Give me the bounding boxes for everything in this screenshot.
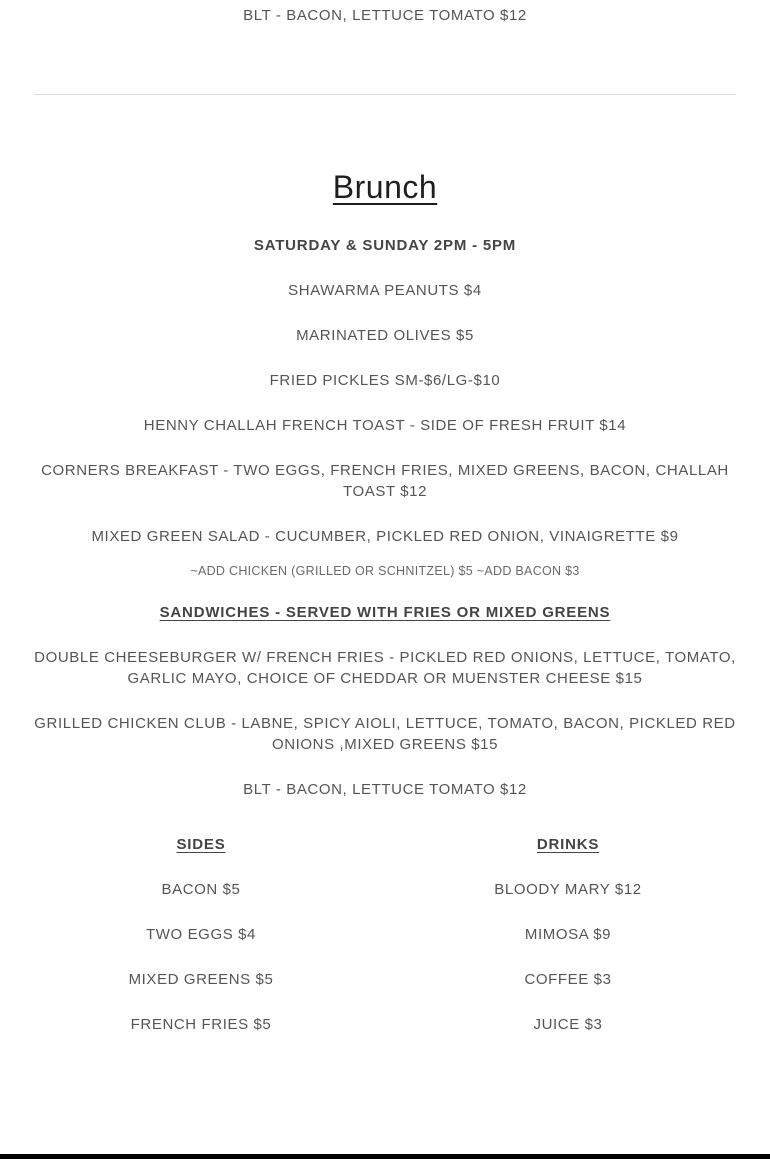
drink-item: BLOODY MARY $12: [494, 881, 642, 898]
side-item: MIXED GREENS $5: [128, 971, 274, 988]
menu-item: MARINATED OLIVES $5: [296, 327, 474, 344]
side-item: BACON $5: [161, 881, 241, 898]
drink-item: COFFEE $3: [524, 971, 612, 988]
footer-bar: [0, 1154, 770, 1159]
sandwich-item: DOUBLE CHEESEBURGER W/ FRENCH FRIES - PICKLED RED ONIONS, LETTUCE, TOMATO, GARLIC MAYO, CHOICE OF CHEDDAR OR MUENSTER CHEESE $15: [34, 649, 736, 687]
side-item: FRENCH FRIES $5: [130, 1016, 272, 1033]
brunch-heading: Brunch: [332, 169, 438, 205]
sandwiches-heading: SANDWICHES - SERVED WITH FRIES OR MIXED GREENS: [159, 604, 611, 621]
brunch-hours: SATURDAY & SUNDAY 2PM - 5PM: [253, 237, 517, 254]
drink-item: MIMOSA $9: [524, 926, 612, 943]
drink-item: JUICE $3: [533, 1016, 603, 1033]
section-divider: [34, 94, 736, 95]
sandwich-item: BLT - BACON, LETTUCE TOMATO $12: [243, 781, 527, 798]
sides-heading: SIDES: [176, 836, 226, 853]
menu-item-blt-previous: BLT - BACON, LETTUCE TOMATO $12: [243, 7, 527, 24]
menu-item: SHAWARMA PEANUTS $4: [288, 282, 482, 299]
menu-item: MIXED GREEN SALAD - CUCUMBER, PICKLED RED ONION, VINAIGRETTE $9: [91, 528, 679, 545]
menu-item: HENNY CHALLAH FRENCH TOAST - SIDE OF FRESH FRUIT $14: [143, 417, 627, 434]
menu-item: CORNERS BREAKFAST - TWO EGGS, FRENCH FRIES, MIXED GREENS, BACON, CHALLAH TOAST $12: [41, 462, 729, 500]
side-item: TWO EGGS $4: [146, 926, 256, 943]
sandwich-item: GRILLED CHICKEN CLUB - LABNE, SPICY AIOLI, LETTUCE, TOMATO, BACON, PICKLED RED ONIONS ,MIXED GREENS $15: [34, 715, 736, 753]
menu-item: FRIED PICKLES SM-$6/LG-$10: [269, 372, 501, 389]
drinks-heading: DRINKS: [536, 836, 600, 853]
salad-addons: ~ADD CHICKEN (GRILLED OR SCHNITZEL) $5 ~ADD BACON $3: [190, 564, 580, 578]
